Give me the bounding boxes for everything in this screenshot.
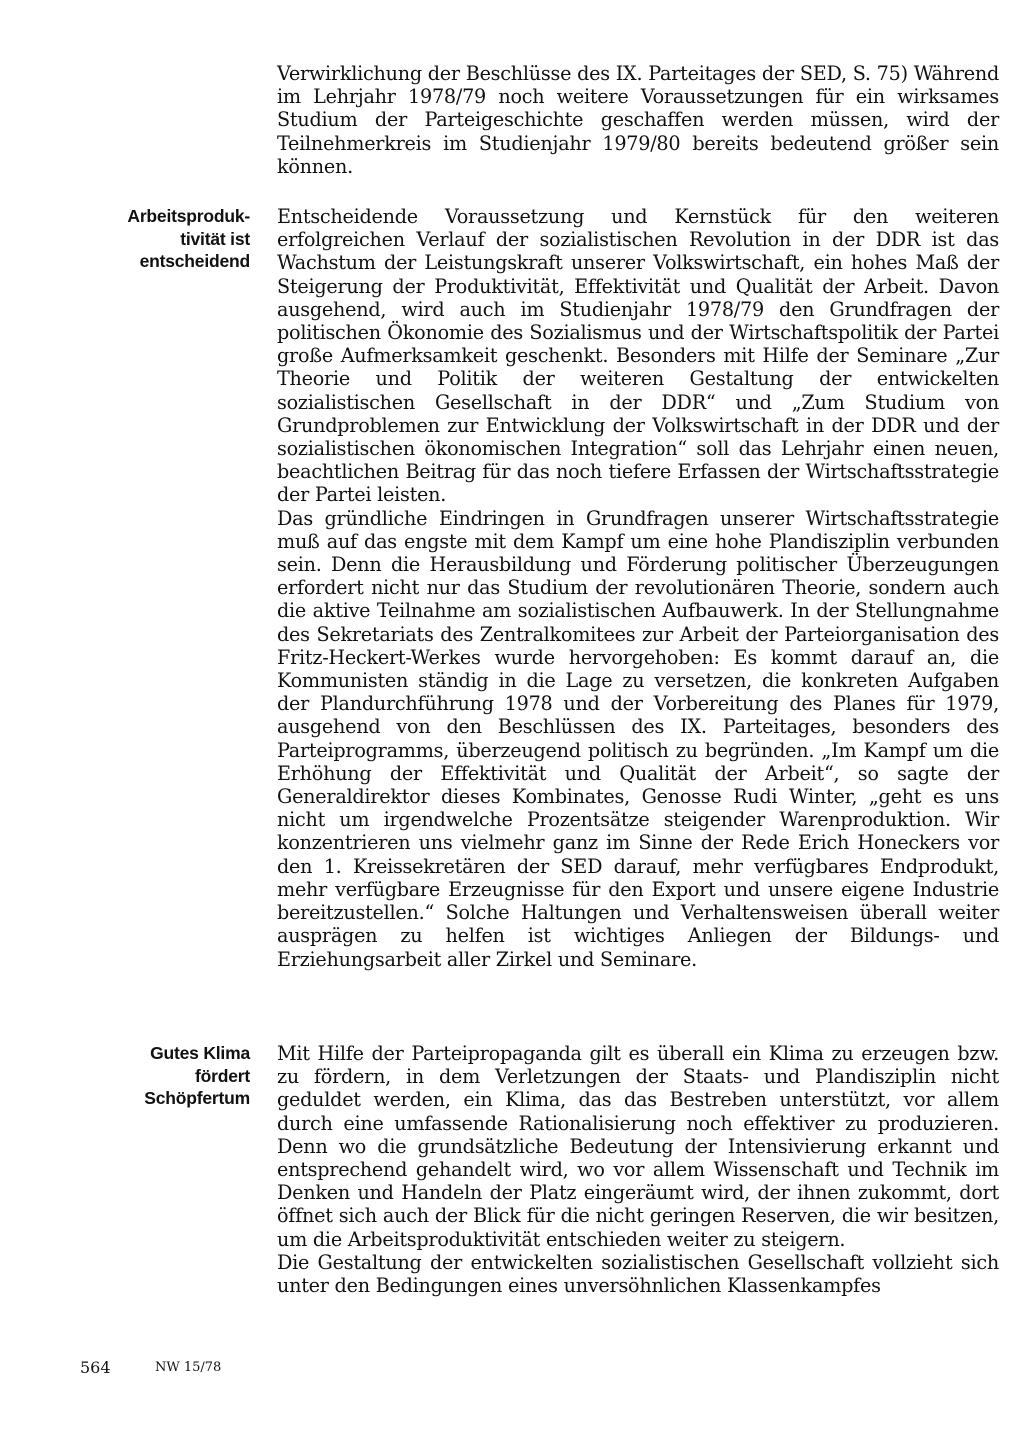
paragraph-1: Entscheidende Voraussetzung und Kernstück für den weiteren erfolgreichen Verlauf der sozialistischen Revolution in der DDR ist das Wachstum der Leistungskraft unserer Volkswirtschaft, ein hohes Maß der Steigerung der Produktivität, Effektivität und Qualität der Arbeit. Davon ausgehend, wird auch im Studienjahr 1978/79 den Grundfragen der politischen Ökonomie des Sozialismus und der Wirtschaftspolitik der Partei große Aufmerksamkeit geschenkt. Besonders mit Hilfe der Seminare „Zur Theorie und Politik der weiteren Gestaltung der entwickelten sozialistischen Gesellschaft in der DDR“ und „Zum Studium von Grundproblemen zur Entwicklung der Volkswirtschaft in der DDR und der sozialistischen ökonomischen Integration“ soll das Lehrjahr einen neuen, beachtlichen Beitrag für das noch tiefere Erfassen der Wirtschaftsstrategie der Partei leisten. — [277, 205, 999, 507]
margin-note-line: Schöpfertum — [144, 1088, 250, 1108]
margin-note-line: fördert — [195, 1065, 250, 1086]
section-climate — [277, 1042, 999, 1297]
paragraph-intro: Verwirklichung der Beschlüsse des IX. Parteitages der SED, S. 75) Während im Lehrjahr 1978/79 noch weitere Voraussetzungen für ein wirksames Studium der Parteigeschichte geschaffen werden müssen, wird der Teilnehmerkreis im Studienjahr 1979/80 bereits bedeutend größer sein können. — [277, 62, 999, 178]
margin-note-productivity — [80, 205, 250, 273]
margin-note-climate — [80, 1042, 250, 1110]
margin-note-line: tivität ist — [180, 228, 250, 249]
margin-note-line: Arbeitsproduk- — [127, 206, 250, 226]
page-number: 564 — [80, 1358, 111, 1377]
paragraph-4: Die Gestaltung der entwickelten sozialistischen Gesellschaft vollzieht sich unter den Bedingungen eines unversöhnlichen Klassenkampfes — [277, 1250, 999, 1298]
margin-note-line: entscheidend — [139, 251, 250, 271]
issue-label: NW 15/78 — [155, 1360, 222, 1375]
paragraph-3: Mit Hilfe der Parteipropaganda gilt es überall ein Klima zu erzeugen bzw. zu fördern, in dem Verletzungen der Staats- und Plandisziplin nicht geduldet werden, ein Klima, das das Bestreben unterstützt, vor allem durch eine umfassende Rationalisierung noch effektiver zu produzieren. Denn wo die grundsätzliche Bedeutung der Intensivierung erkannt und entsprechend gehandelt wird, wo vor allem Wissenschaft und Technik im Denken und Handeln der Platz eingeräumt wird, der ihnen zukommt, dort öffnet sich auch der Blick für die nicht geringen Reserven, die wir besitzen, um die Arbeitsproduktivität entschieden weiter zu steigern. — [277, 1042, 999, 1251]
margin-note-line: Gutes Klima — [150, 1043, 250, 1063]
paragraph-2: Das gründliche Eindringen in Grundfragen unserer Wirtschaftsstrategie muß auf das engste mit dem Kampf um eine hohe Plandisziplin verbunden sein. Denn die Herausbildung und Förderung politischer Überzeugungen erfordert nicht nur das Studium der revolutionären Theorie, sondern auch die aktive Teilnahme am sozialistischen Aufbauwerk. In der Stellungnahme des Sekretariats des Zentralkomitees zur Arbeit der Parteiorganisation des Fritz-Heckert-Werkes wurde hervorgehoben: Es kommt darauf an, die Kommunisten ständig in die Lage zu versetzen, die konkreten Aufgaben der Plandurchführung 1978 und der Vorbereitung des Planes für 1979, ausgehend von den Beschlüssen des IX. Parteitages, besonders des Parteiprogramms, überzeugend politisch zu begründen. „Im Kampf um die Erhöhung der Effektivität und Qualität der Arbeit“, so sagte der Generaldirektor dieses Kombinates, Genosse Rudi Winter, „geht es uns nicht um irgendwelche Prozentsätze steigender Warenproduktion. Wir konzentrieren uns vielmehr ganz im Sinne der Rede Erich Honeckers vor den 1. Kreissekretären der SED darauf, mehr verfügbares Endprodukt, mehr verfügbare Erzeugnisse für den Export und unsere eigene Industrie bereitzustellen.“ Solche Haltungen und Verhaltensweisen überall weiter ausprägen zu helfen ist wichtiges Anliegen der Bildungs- und Erziehungsarbeit aller Zirkel und Seminare. — [277, 506, 999, 971]
section-productivity — [277, 205, 999, 971]
intro-paragraph — [277, 62, 999, 178]
